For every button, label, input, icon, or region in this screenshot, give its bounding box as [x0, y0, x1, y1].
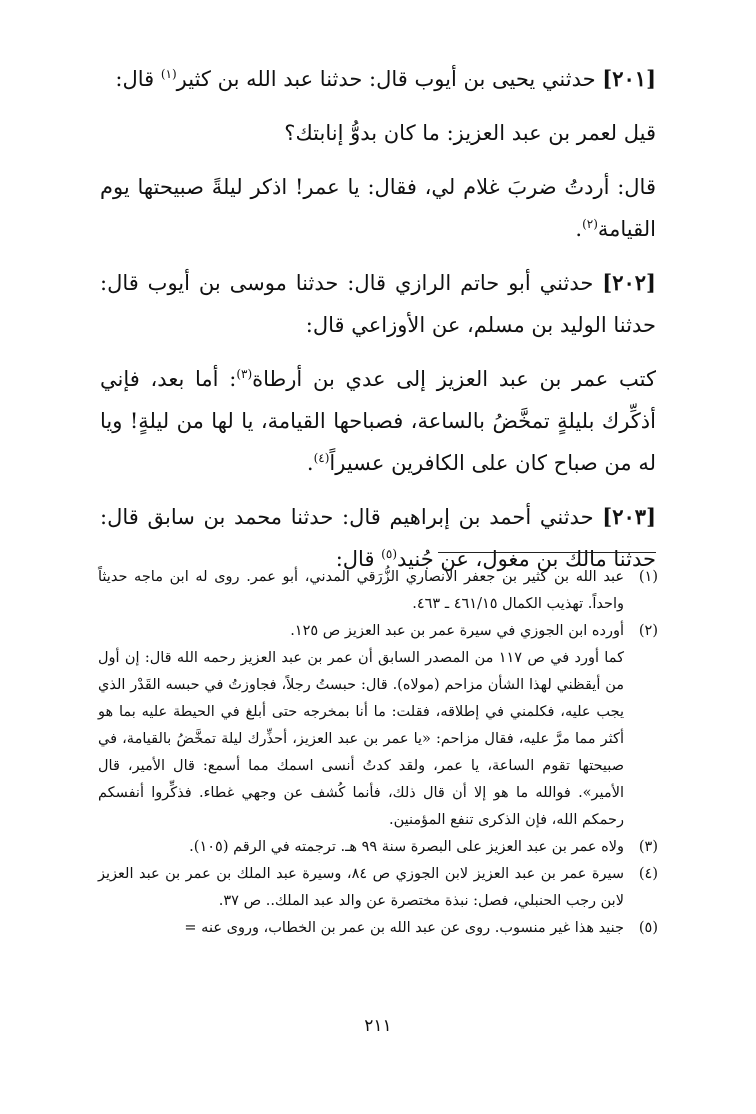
footnote-ref[interactable]: (٢) [582, 217, 598, 231]
footnote-text [98, 618, 624, 834]
paragraph-text: حدثني أبو حاتم الرازي قال: حدثنا موسى بن أيوب قال: حدثنا الوليد بن مسلم، عن الأوزاعي قال: [100, 271, 656, 337]
footnote-text: جنيد هذا غير منسوب. روى عن عبد الله بن عمر بن الخطاب، وروى عنه = [184, 920, 624, 936]
footnote-number: (١) [638, 569, 658, 585]
entry-201-paragraph-3 [100, 166, 656, 250]
paragraph-text: كتب عمر بن عبد العزيز إلى عدي بن أرطاة [252, 367, 656, 391]
footnote-2 [98, 618, 658, 834]
paragraph-text-mid: : أما بعد، فإني أذكِّرك بليلةٍ تمخَّضُ بالساعة، فصباحها القيامة، يا لها من ليلةٍ! ويا له من صباح كان على الكافرين عسيراً [100, 367, 656, 475]
paragraph-text: قال: أردتُ ضربَ غلام لي، فقال: يا عمر! اذكر ليلةً صبيحتها يوم القيامة [100, 175, 656, 241]
entry-number: [٢٠٣] [602, 504, 656, 529]
paragraph-text-end: قال: [115, 67, 161, 91]
page-number: ٢١١ [364, 1016, 392, 1036]
entry-202-paragraph-1 [100, 262, 656, 346]
paragraph-text: حدثني أحمد بن إبراهيم قال: حدثنا محمد بن سابق قال: حدثنا مالك بن مغول، عن جُنيد [100, 505, 656, 571]
footnote-text: سيرة عمر بن عبد العزيز لابن الجوزي ص ٨٤، وسيرة عبد الملك بن عمر بن عبد العزيز لابن رجب الحنبلي، فصل: نبذة مختصرة عن والد عبد الملك.. ص ٣٧. [98, 866, 625, 909]
footnotes [98, 564, 658, 942]
paragraph-text: قيل لعمر بن عبد العزيز: ما كان بدوُّ إنابتك؟ [284, 121, 656, 145]
footnote-number: (٥) [638, 920, 658, 936]
footnote-number: (٣) [638, 839, 658, 855]
footnote-ref[interactable]: (٥) [381, 547, 397, 561]
entry-number: [٢٠٢] [602, 270, 656, 295]
footnote-ref[interactable]: (٣) [236, 367, 253, 381]
entry-202-paragraph-2 [100, 358, 656, 484]
entry-201-paragraph-1 [100, 58, 656, 100]
footnote-ref[interactable]: (٤) [313, 451, 330, 465]
entry-number: [٢٠١] [602, 66, 656, 91]
footnote-4 [98, 861, 658, 915]
footnote-text: عبد الله بن كثير بن جعفر الأنصاري الزُّرَقي المدني، أبو عمر. روى له ابن ماجه حديثاً واحداً. تهذيب الكمال ٤٦١/١٥ ـ ٤٦٣. [98, 569, 624, 612]
footnote-separator [438, 552, 656, 553]
footnote-text: ولاه عمر بن عبد العزيز على البصرة سنة ٩٩ هـ. ترجمته في الرقم (١٠٥). [189, 839, 624, 855]
footnote-number: (٢) [638, 623, 658, 639]
paragraph-text-end: قال: [335, 547, 382, 571]
paragraph-text: حدثني يحيى بن أيوب قال: حدثنا عبد الله بن كثير [176, 67, 596, 91]
footnote-ref[interactable]: (١) [160, 67, 177, 81]
paragraph-text-end: . [306, 451, 314, 475]
footnote-line: كما أورد في ص ١١٧ من المصدر السابق أن عمر بن عبد العزيز رحمه الله قال: إن أول من أيقظني لهذا الشأن مزاحم (مولاه). قال: حبستُ رجلاً، فجاوزتُ في حبسه القَدْر الذي يجب عليه، فكلمني في إطلاقه، فقلت: ما أنا بمخرجه حتى أبلغ في الحيطة عليه بما هو أكثر مما مرَّ عليه، فقال مزاحم: «يا عمر بن عبد العزيز، أحذِّرك ليلة تمخَّضُ بالقيامة، في صبيحتها تقوم الساعة، يا عمر، ولقد كدتُ أنسى اسمك مما أسمع: قال الأمير، قال الأمير». فوالله ما هو إلا أن قال ذلك، فأنما كُشف عن وجهي غطاء. فذكِّروا أنفسكم رحمكم الله، فإن الذكرى تنفع المؤمنين. [98, 650, 624, 828]
footnote-5 [98, 915, 658, 942]
footnote-number: (٤) [638, 866, 658, 882]
footnote-3 [98, 834, 658, 861]
footnote-1 [98, 564, 658, 618]
paragraph-text-end: . [575, 217, 583, 241]
entry-201-paragraph-2 [100, 112, 656, 154]
footnote-line: أورده ابن الجوزي في سيرة عمر بن عبد العزيز ص ١٢٥. [290, 623, 624, 639]
main-text [100, 58, 656, 592]
